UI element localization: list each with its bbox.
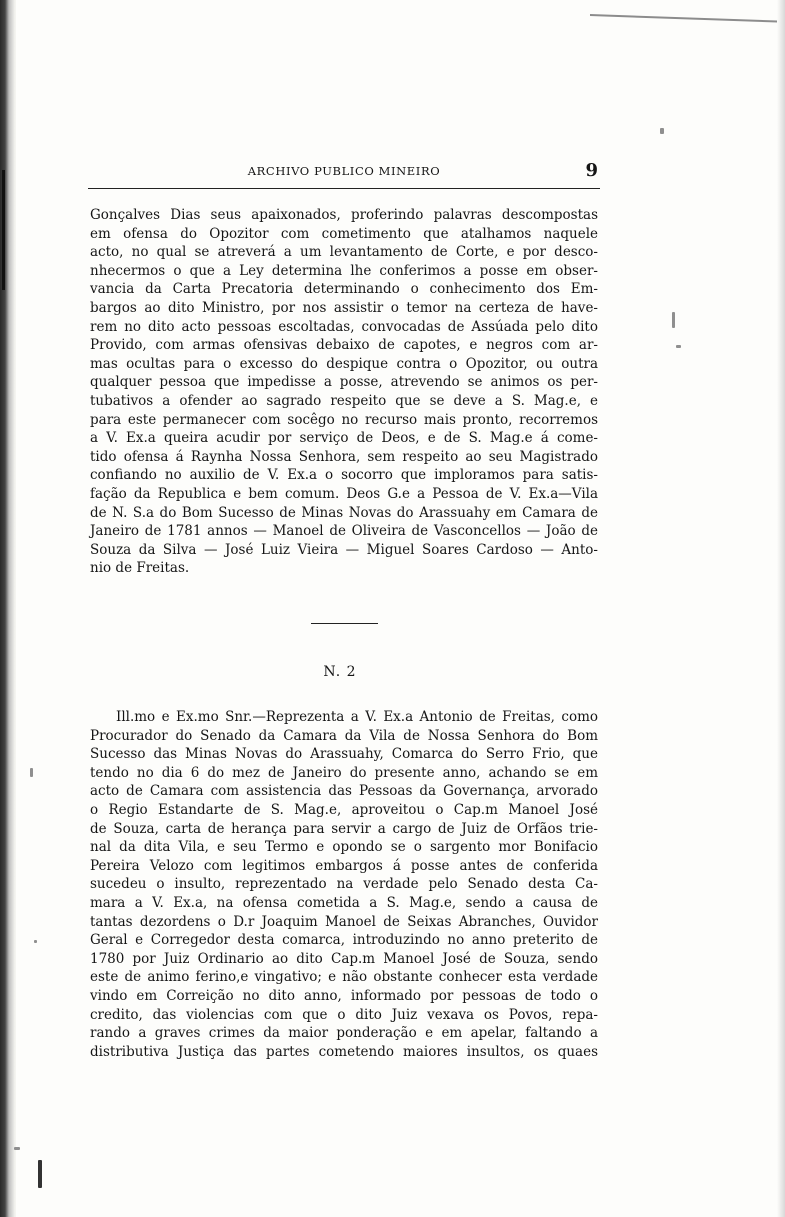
running-title: ARCHIVO PUBLICO MINEIRO xyxy=(247,164,441,178)
section-divider xyxy=(311,623,378,624)
scan-speck xyxy=(676,345,681,348)
scan-speck xyxy=(38,1160,42,1188)
text-line: o Regio Estandarte de S. Mag.e, aproveitou o Cap.m Manoel José xyxy=(90,801,598,818)
text-line: nal da dita Vila, e seu Termo e opondo se o sargento mor Bonifacio xyxy=(90,839,598,856)
text-line: para este permanecer com socêgo no recurso mais pronto, recorremos xyxy=(90,411,598,428)
paragraph-2 xyxy=(90,708,598,1061)
text-line: Procurador do Senado da Camara da Vila de Nossa Senhora do Bom xyxy=(90,727,598,744)
text-line: acto de Camara com assistencia das Pessoas da Governança, arvorado xyxy=(90,783,598,800)
text-line: Janeiro de 1781 annos — Manoel de Oliveira de Vasconcellos — João de xyxy=(90,523,598,540)
text-line: Provido, com armas ofensivas debaixo de capotes, e negros com ar- xyxy=(90,337,598,354)
text-line: Pereira Velozo com legitimos embargos á posse antes de conferida xyxy=(90,857,598,874)
running-header xyxy=(88,160,600,189)
text-line: sucedeu o insulto, reprezentado na verdade pelo Senado desta Ca- xyxy=(90,876,598,893)
text-line: 1780 por Juiz Ordinario ao dito Cap.m Manoel José de Souza, sendo xyxy=(90,950,598,967)
text-line: vindo em Correição no dito anno, informado por pessoas de todo o xyxy=(90,987,598,1004)
text-line: nhecermos o que a Ley determina lhe conferimos a posse em obser- xyxy=(90,262,598,279)
text-line: acto, no qual se atreverá a um levantamento de Corte, e por desco- xyxy=(90,244,598,261)
text-line: nio de Freitas. xyxy=(90,560,190,577)
text-line: fação da Republica e bem comum. Deos G.e a Pessoa de V. Ex.a—Vila xyxy=(90,485,598,502)
text-line: Souza da Silva — José Luiz Vieira — Miguel Soares Cardoso — Anto- xyxy=(90,541,598,558)
text-line: tido ofensa á Raynha Nossa Senhora, sem respeito ao seu Magistrado xyxy=(90,448,598,465)
text-line: Geral e Corregedor desta comarca, introduzindo no anno preterito de xyxy=(90,932,598,949)
scan-speck xyxy=(672,312,675,328)
scan-speck xyxy=(660,128,664,134)
text-line: mara a V. Ex.a, na ofensa cometida a S. Mag.e, sendo a causa de xyxy=(90,894,598,911)
text-line: confiando no auxilio de V. Ex.a o socorro que imploramos para satis- xyxy=(90,467,598,484)
text-line: rem no dito acto pessoas escoltadas, convocadas de Assúada pelo dito xyxy=(90,318,598,335)
scan-speck xyxy=(30,768,33,777)
text-line: em ofensa do Opozitor com cometimento que atalhamos naquele xyxy=(90,225,598,242)
text-line: rando a graves crimes da maior ponderação e em apelar, faltando a xyxy=(90,1025,598,1042)
section-heading: N. 2 xyxy=(323,664,357,680)
text-line: qualquer pessoa que impedisse a posse, atrevendo se animos os per- xyxy=(90,374,598,391)
text-line: este de animo ferino,e vingativo; e não obstante conhecer esta verdade xyxy=(90,969,598,986)
binding-shadow xyxy=(0,0,16,1217)
paragraph-1 xyxy=(90,206,598,578)
page-edge-right xyxy=(777,0,785,1217)
scan-speck xyxy=(34,940,37,943)
text-line: vancia da Carta Precatoria determinando o conhecimento dos Em- xyxy=(90,281,598,298)
text-line: tantas dezordens o D.r Joaquim Manoel de Seixas Abranches, Ouvidor xyxy=(90,913,598,930)
page-number: 9 xyxy=(585,160,598,181)
text-line: tendo no dia 6 do mez de Janeiro do presente anno, achando se em xyxy=(90,764,598,781)
text-line: Gonçalves Dias seus apaixonados, proferindo palavras descompostas xyxy=(90,207,598,223)
text-line: de N. S.a do Bom Sucesso de Minas Novas do Arassuahy em Camara de xyxy=(90,504,598,521)
text-line: Sucesso das Minas Novas do Arassuahy, Comarca do Serro Frio, que xyxy=(90,746,598,763)
text-line: tubativos a ofender ao sagrado respeito que se deve a S. Mag.e, e xyxy=(90,392,598,409)
scan-speck xyxy=(14,1147,20,1150)
text-line: de Souza, carta de herança para servir a cargo de Juiz de Orfãos trie- xyxy=(90,820,598,837)
text-line: distributiva Justiça das partes cometendo maiores insultos, os quaes xyxy=(90,1043,598,1060)
text-line: mas ocultas para o excesso do despique contra o Opozitor, ou outra xyxy=(90,355,598,372)
text-line: bargos ao dito Ministro, por nos assistir o temor na certeza de have- xyxy=(90,299,598,316)
text-line: Ill.mo e Ex.mo Snr.—Reprezenta a V. Ex.a Antonio de Freitas, como xyxy=(116,709,598,725)
text-line: a V. Ex.a queira acudir por serviço de Deos, e de S. Mag.e á come- xyxy=(90,430,598,447)
text-line: credito, das violencias com que o dito Juiz vexava os Povos, repa- xyxy=(90,1006,598,1023)
page-fold-top xyxy=(590,0,785,23)
